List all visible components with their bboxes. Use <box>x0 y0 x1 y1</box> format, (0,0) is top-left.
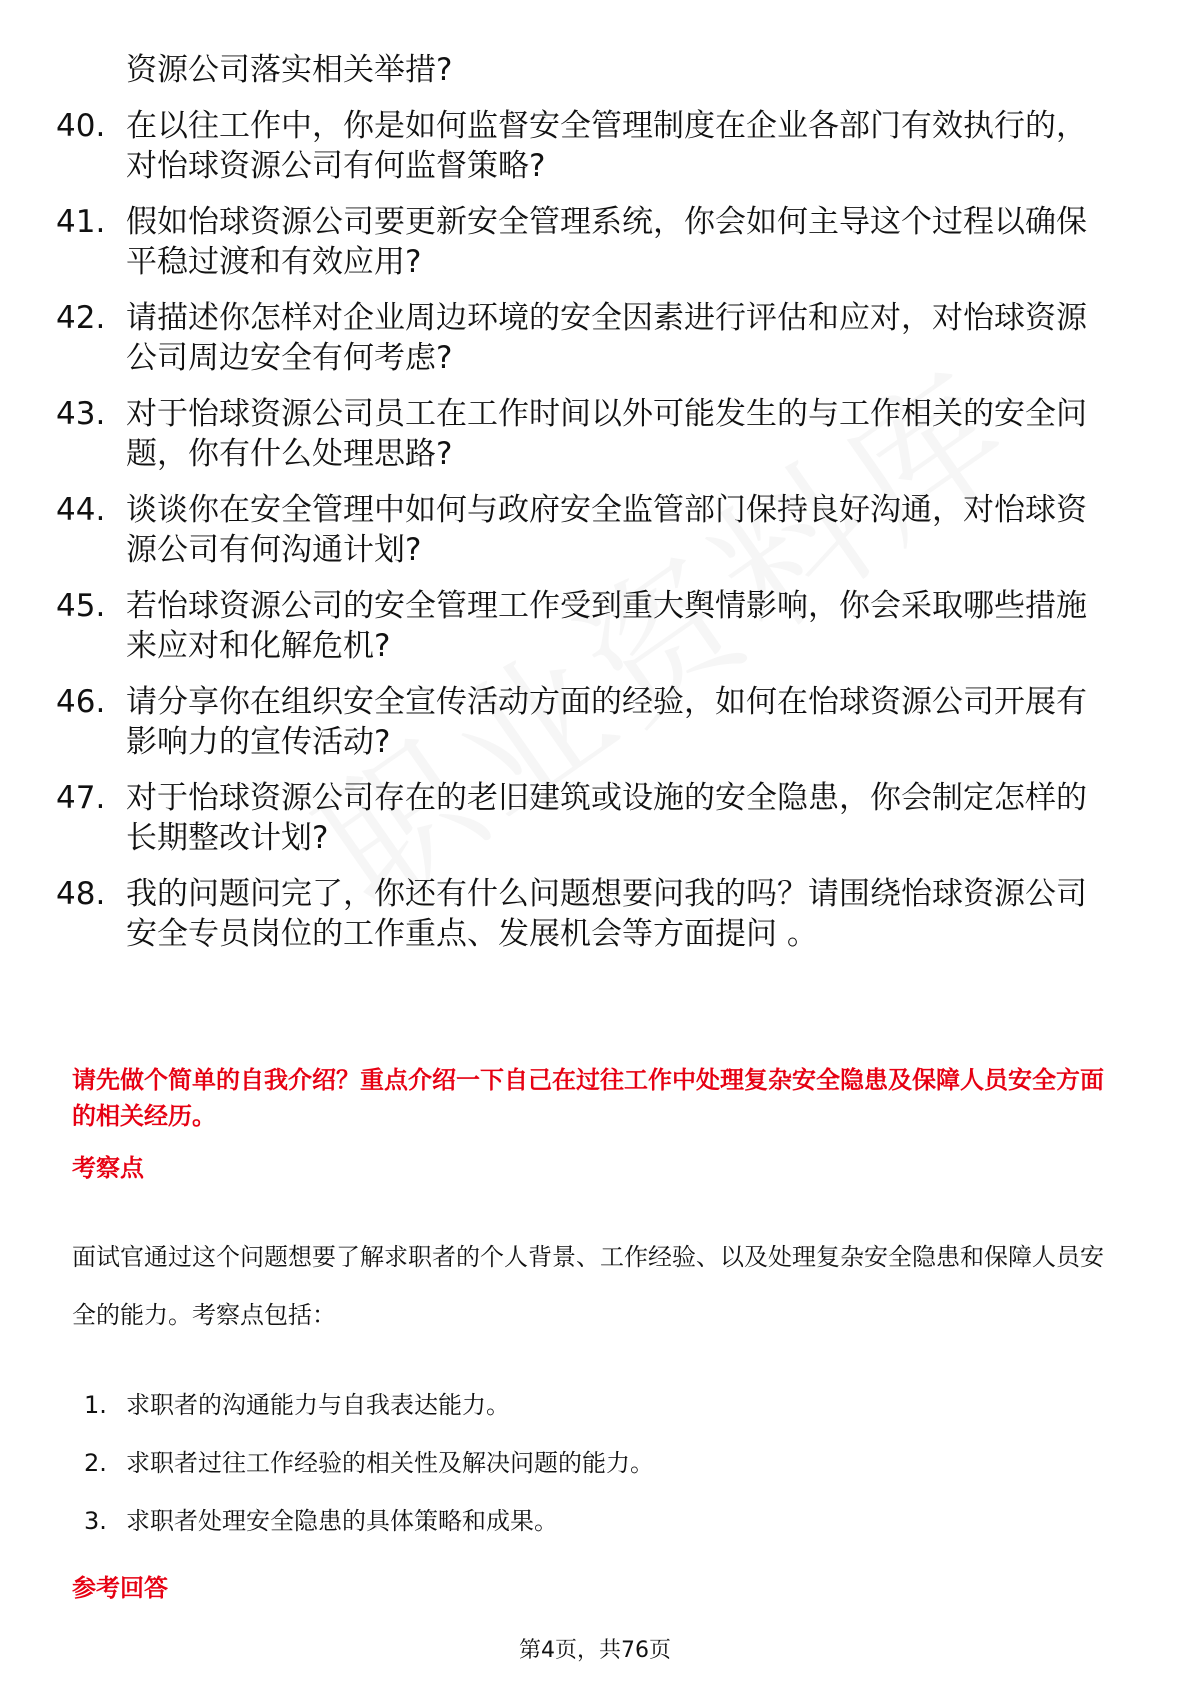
assessment-heading: 考察点 <box>72 1154 144 1182</box>
question-number: 42. <box>56 300 106 336</box>
point-number: 1. <box>84 1391 107 1419</box>
question-number: 41. <box>56 204 106 240</box>
point-number: 2. <box>84 1449 107 1477</box>
reference-answer-heading: 参考回答 <box>72 1574 168 1602</box>
question-number: 40. <box>56 108 106 144</box>
question-text: 我的问题问完了，你还有什么问题想要问我的吗？请围绕怡球资源公司安全专员岗位的工作重点、发展机会等方面提问 。 <box>126 876 1087 952</box>
question-text: 对于怡球资源公司存在的老旧建筑或设施的安全隐患，你会制定怎样的长期整改计划? <box>126 780 1087 856</box>
question-text: 请描述你怎样对企业周边环境的安全因素进行评估和应对，对怡球资源公司周边安全有何考虑? <box>126 300 1087 376</box>
point-number: 3. <box>84 1507 107 1535</box>
assessment-intro: 面试官通过这个问题想要了解求职者的个人背景、工作经验、以及处理复杂安全隐患和保障人员安全的能力。考察点包括： <box>72 1243 1104 1329</box>
point-text: 求职者的沟通能力与自我表达能力。 <box>126 1391 510 1419</box>
point-text: 求职者处理安全隐患的具体策略和成果。 <box>126 1507 558 1535</box>
question-text: 假如怡球资源公司要更新安全管理系统，你会如何主导这个过程以确保平稳过渡和有效应用? <box>126 204 1087 280</box>
list-item <box>84 1388 1104 1422</box>
question-number: 44. <box>56 492 106 528</box>
highlight-question: 请先做个简单的自我介绍？重点介绍一下自己在过往工作中处理复杂安全隐患及保障人员安全方面的相关经历。 <box>72 1066 1104 1130</box>
question-text: 对于怡球资源公司员工在工作时间以外可能发生的与工作相关的安全问题，你有什么处理思路? <box>126 396 1087 472</box>
question-number: 45. <box>56 588 106 624</box>
question-item <box>56 202 1116 282</box>
list-item <box>84 1446 1104 1480</box>
question-number: 46. <box>56 684 106 720</box>
question-text: 请分享你在组织安全宣传活动方面的经验，如何在怡球资源公司开展有影响力的宣传活动? <box>126 684 1087 760</box>
question-number: 43. <box>56 396 106 432</box>
question-text: 在以往工作中，你是如何监督安全管理制度在企业各部门有效执行的，对怡球资源公司有何监督策略? <box>126 108 1087 184</box>
question-item <box>56 106 1116 186</box>
question-item <box>56 394 1116 474</box>
question-text: 谈谈你在安全管理中如何与政府安全监管部门保持良好沟通，对怡球资源公司有何沟通计划? <box>126 492 1087 568</box>
list-item <box>84 1504 1104 1538</box>
question-number: 48. <box>56 876 106 912</box>
question-item <box>56 874 1116 954</box>
question-text: 若怡球资源公司的安全管理工作受到重大舆情影响，你会采取哪些措施来应对和化解危机? <box>126 588 1087 664</box>
question-number: 47. <box>56 780 106 816</box>
assessment-points <box>84 1388 1104 1562</box>
question-item <box>56 682 1116 762</box>
question-item <box>56 490 1116 570</box>
question-item <box>56 586 1116 666</box>
page-footer: 第4页，共76页 <box>519 1638 671 1663</box>
question-list <box>56 50 1116 970</box>
question-item <box>56 298 1116 378</box>
point-text: 求职者过往工作经验的相关性及解决问题的能力。 <box>126 1449 654 1477</box>
question-continuation: 资源公司落实相关举措? <box>126 52 453 88</box>
question-item <box>56 778 1116 858</box>
